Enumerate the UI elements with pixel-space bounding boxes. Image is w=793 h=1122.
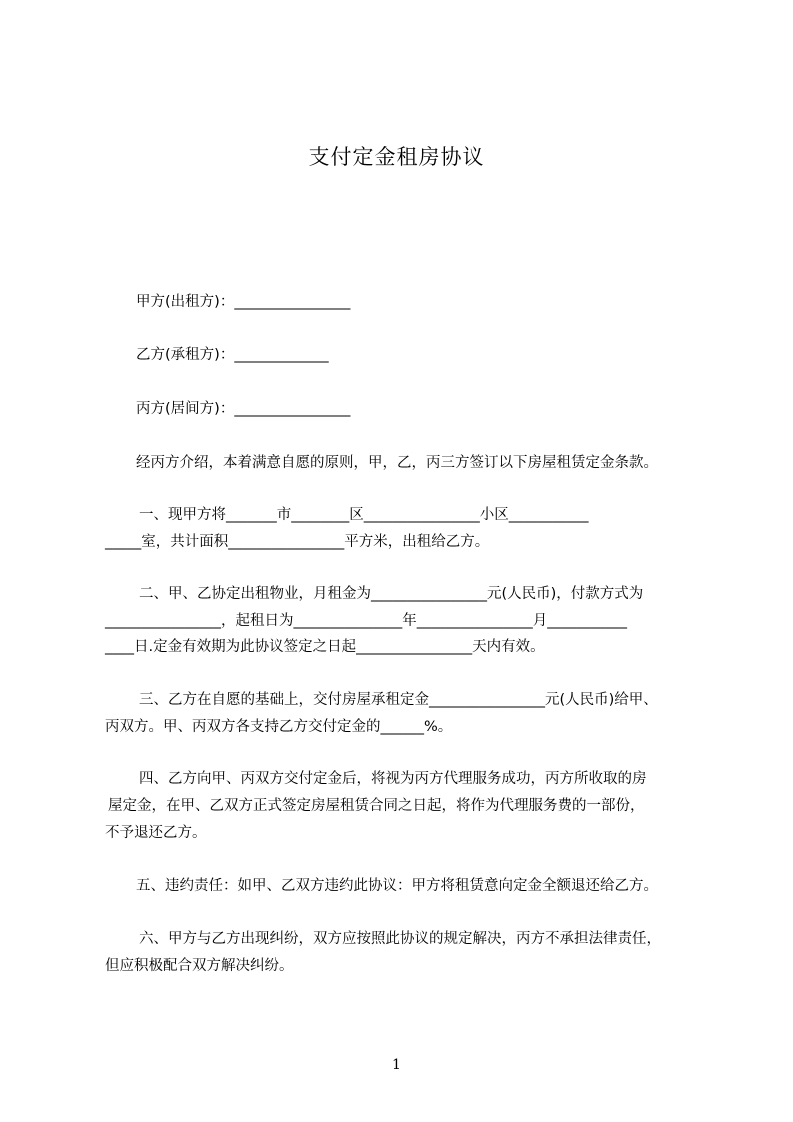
party-c-line: 丙方(居间方)：________________ <box>136 401 351 417</box>
clause-3-line-2: 丙双方。甲、丙双方各支持乙方交付定金的______%。 <box>105 719 453 735</box>
clause-6-line-1: 六、甲方与乙方出现纠纷，双方应按照此协议的规定解决，丙方不承担法律责任， <box>139 931 661 947</box>
clause-2-line-2: ________________，起租日为_______________年________________月___________ <box>105 613 627 629</box>
clause-5: 五、违约责任：如甲、乙双方违约此协议：甲方将租赁意向定金全额退还给乙方。 <box>136 878 658 894</box>
intro-paragraph: 经丙方介绍，本着满意自愿的原则，甲，乙，丙三方签订以下房屋租赁定金条款。 <box>136 455 658 471</box>
party-a-line: 甲方(出租方)：________________ <box>136 294 351 310</box>
document-title: 支付定金租房协议 <box>308 145 485 169</box>
clause-4-line-2: 屋定金，在甲、乙双方正式签定房屋租赁合同之日起，将作为代理服务费的一部份， <box>108 798 645 814</box>
clause-4-line-1: 四、乙方向甲、丙双方交付定金后，将视为丙方代理服务成功，丙方所收取的房 <box>139 771 647 787</box>
clause-3-line-1: 三、乙方在自愿的基础上，交付房屋承租定金________________元(人民币)给甲、 <box>139 692 658 708</box>
party-b-line: 乙方(承租方)：_____________ <box>136 347 329 363</box>
clause-4-line-3: 不予退还乙方。 <box>105 825 207 841</box>
clause-1-line-2: _____室，共计面积________________平方米，出租给乙方。 <box>105 534 490 550</box>
clause-2-line-3: ____日.定金有效期为此协议签定之日起________________天内有效。 <box>105 639 545 655</box>
page-number: 1 <box>392 1057 401 1073</box>
clause-2-line-1: 二、甲、乙协定出租物业，月租金为________________元(人民币)，付款方式为 <box>139 586 644 602</box>
clause-6-line-2: 但应积极配合双方解决纠纷。 <box>105 958 294 974</box>
clause-1-line-1: 一、现甲方将_______市________区________________小区___________ <box>139 507 589 523</box>
